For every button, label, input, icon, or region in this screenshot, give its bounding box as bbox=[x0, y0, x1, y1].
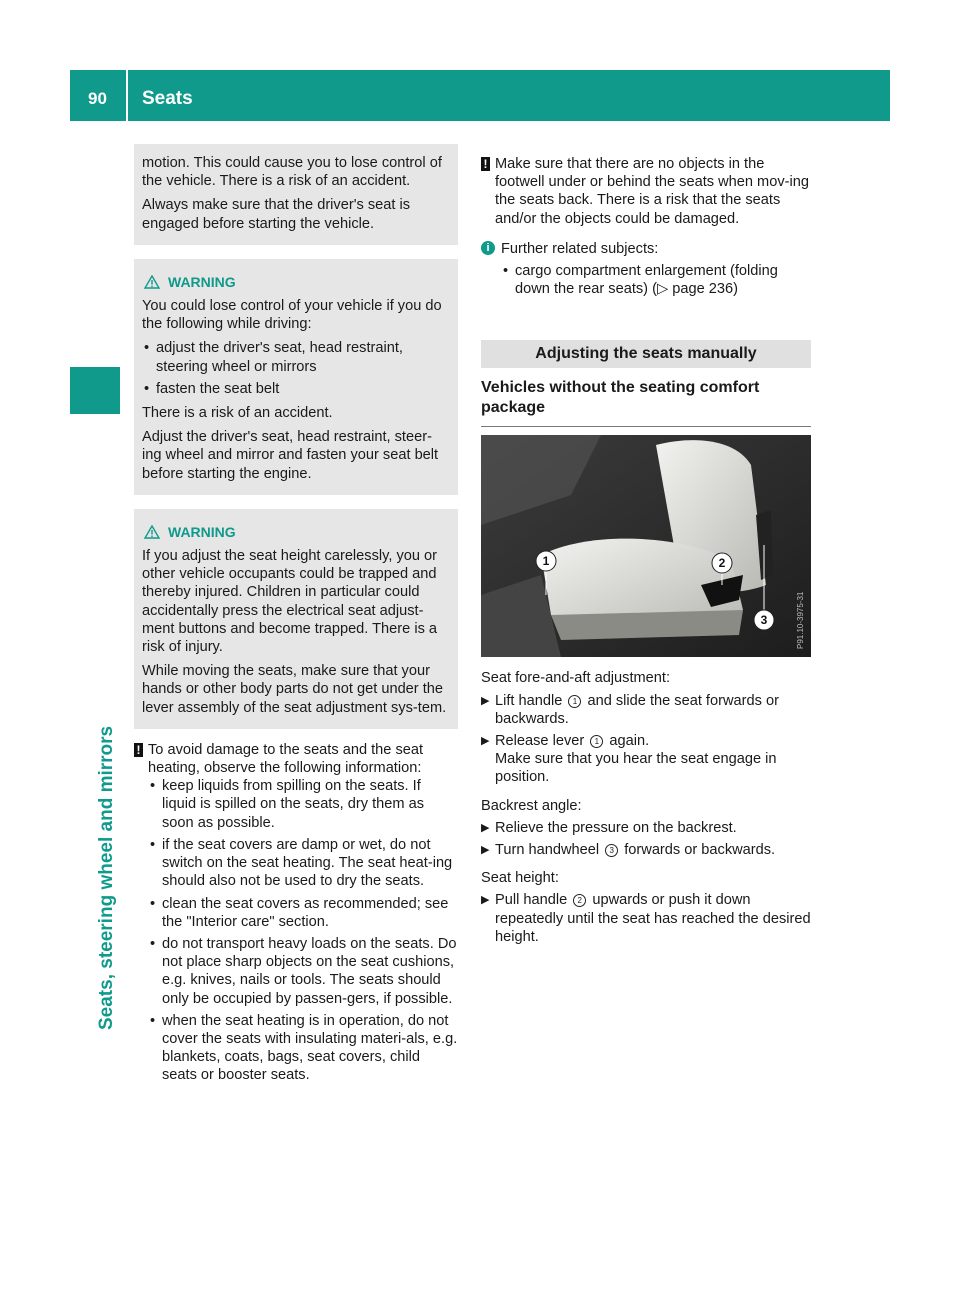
section-label: Seats, steering wheel and mirrors bbox=[96, 725, 117, 1030]
right-column bbox=[481, 155, 811, 950]
step-arrow-icon: ▶ bbox=[481, 844, 490, 857]
warning-continuation-box bbox=[134, 144, 458, 245]
warning-box bbox=[134, 509, 458, 729]
note-text: To avoid damage to the seats and the seat heating, observe the following information: bbox=[148, 741, 424, 777]
step-text: Relieve the pressure on the backrest. bbox=[495, 819, 737, 836]
step-text: Turn handwheel bbox=[495, 842, 600, 859]
list-item: • cargo compartment enlargement (folding down the rear seats) (▷ page 236) bbox=[501, 262, 811, 298]
section-marker bbox=[70, 367, 120, 414]
callout-ref: 2 bbox=[573, 894, 586, 907]
callout-ref: 3 bbox=[605, 844, 618, 857]
backrest-heading: Backrest angle: bbox=[481, 797, 582, 814]
bullet-list bbox=[148, 777, 458, 1084]
note-text: Make sure that there are no objects in the footwell under or behind the seats when mov-ing the seats back. There is a risk that the seats and/or the objects could be damaged. bbox=[495, 156, 809, 227]
info-note bbox=[481, 240, 811, 299]
instruction-step bbox=[481, 891, 811, 946]
paragraph: Adjust the driver's seat, head restraint, steer-ing wheel and mirror and fasten your seat belt before starting the engine. bbox=[142, 429, 439, 482]
warning-box bbox=[134, 259, 458, 495]
list-item: • fasten the seat belt bbox=[142, 380, 450, 398]
header-divider bbox=[126, 70, 128, 121]
height-heading: Seat height: bbox=[481, 870, 559, 887]
section-heading: Adjusting the seats manually bbox=[481, 340, 811, 368]
seat-photo bbox=[481, 435, 811, 657]
step-text: forwards or backwards. bbox=[624, 842, 776, 859]
step-text: Release lever bbox=[495, 733, 585, 750]
instruction-step bbox=[481, 819, 811, 837]
list-item: • when the seat heating is in operation, do not cover the seats with insulating materi-als, e.g. blankets, coats, bags, seat covers, child seats or booster seats. bbox=[148, 1012, 458, 1085]
fore-aft-heading: Seat fore-and-aft adjustment: bbox=[481, 670, 671, 687]
paragraph: There is a risk of an accident. bbox=[142, 405, 333, 422]
step-text: Pull handle bbox=[495, 892, 568, 909]
warning-title: WARNING bbox=[168, 523, 236, 540]
info-title: Further related subjects: bbox=[501, 240, 659, 257]
exclamation-icon: ! bbox=[481, 157, 490, 171]
paragraph: Always make sure that the driver's seat is engaged before starting the vehicle. bbox=[142, 197, 411, 232]
info-icon: i bbox=[481, 241, 495, 255]
step-text: again. bbox=[609, 733, 650, 750]
warning-triangle-icon bbox=[144, 275, 160, 289]
step-arrow-icon: ▶ bbox=[481, 735, 490, 748]
step-arrow-icon: ▶ bbox=[481, 821, 490, 834]
list-item: • do not transport heavy loads on the seats. Do not place sharp objects on the seat cushions, e.g. knives, nails or tools. The seats should only be occupied by passen-gers, if possible. bbox=[148, 935, 458, 1008]
callout-1: 1 bbox=[542, 554, 550, 569]
step-arrow-icon: ▶ bbox=[481, 694, 490, 707]
paragraph: motion. This could cause you to lose control of the vehicle. There is a risk of an accident. bbox=[142, 155, 442, 190]
instruction-step bbox=[481, 732, 811, 787]
caution-note bbox=[134, 741, 458, 1085]
instruction-step bbox=[481, 841, 811, 859]
list-item: • adjust the driver's seat, head restraint, steering wheel or mirrors bbox=[142, 339, 450, 375]
page-title: Seats bbox=[142, 88, 193, 109]
left-column bbox=[134, 144, 458, 1091]
paragraph: While moving the seats, make sure that your hands or other body parts do not get under the lever assembly of the seat adjustment sys-tem. bbox=[142, 663, 447, 716]
callout-ref: 1 bbox=[590, 735, 603, 748]
caution-note bbox=[481, 155, 811, 228]
step-text: and slide the seat forwards or backwards. bbox=[495, 692, 779, 727]
list-item: • keep liquids from spilling on the seats. If liquid is spilled on the seats, dry them as soon as possible. bbox=[148, 777, 458, 832]
paragraph: You could lose control of your vehicle if you do the following while driving: bbox=[142, 298, 442, 333]
seat-illustration bbox=[481, 435, 811, 657]
callout-ref: 1 bbox=[568, 695, 581, 708]
warning-heading bbox=[142, 523, 450, 541]
list-item: • clean the seat covers as recommended; see the "Interior care" section. bbox=[148, 895, 458, 931]
warning-triangle-icon bbox=[144, 525, 160, 539]
list-item: • if the seat covers are damp or wet, do not switch on the seat heating. The seat heat-ing should also not be used to dry the seats. bbox=[148, 836, 458, 891]
bullet-list bbox=[142, 339, 450, 398]
warning-heading bbox=[142, 273, 450, 291]
step-arrow-icon: ▶ bbox=[481, 894, 490, 907]
callout-2: 2 bbox=[718, 556, 726, 571]
header-bar bbox=[70, 70, 890, 121]
step-result: Make sure that you hear the seat engage in position. bbox=[495, 751, 777, 786]
warning-title: WARNING bbox=[168, 273, 236, 290]
callout-3: 3 bbox=[760, 613, 768, 628]
step-text: Lift handle bbox=[495, 692, 563, 709]
page-number: 90 bbox=[88, 89, 107, 108]
paragraph: If you adjust the seat height carelessly, you or other vehicle occupants could be trapped and thereby injured. Children in particular could accidentally press the electrical seat adjust-ment buttons and become trapped. There is a risk of injury. bbox=[142, 548, 438, 656]
instruction-step bbox=[481, 692, 811, 728]
step-text: upwards or push it down repeatedly until the seat has reached the desired height. bbox=[495, 892, 811, 945]
image-code: P91.10-3975-31 bbox=[796, 592, 805, 650]
exclamation-icon: ! bbox=[134, 743, 143, 757]
bullet-list bbox=[501, 262, 811, 298]
subsection-heading: Vehicles without the seating comfort package bbox=[481, 378, 811, 427]
